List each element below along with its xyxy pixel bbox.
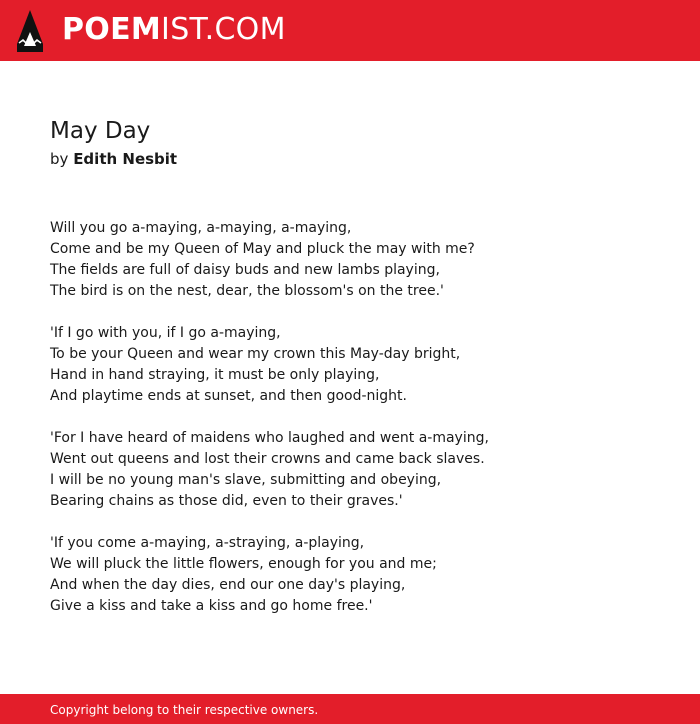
brand-light: IST.COM: [161, 12, 286, 47]
byline: [50, 148, 177, 170]
poem-line: Will you go a-maying, a-maying, a-maying,: [50, 220, 352, 236]
poem-line: 'If you come a-maying, a-straying, a-playing,: [50, 535, 365, 551]
poem-line: Give a kiss and take a kiss and go home free.': [50, 598, 373, 614]
poem-line: And playtime ends at sunset, and then good-night.: [50, 388, 407, 404]
stanza: [50, 323, 670, 407]
brand-bold: POEM: [62, 12, 162, 47]
stanza: [50, 428, 670, 512]
poem-line: The fields are full of daisy buds and new lambs playing,: [50, 262, 440, 278]
poem-line: Hand in hand straying, it must be only playing,: [50, 367, 380, 383]
poem-line: To be your Queen and wear my crown this May-day bright,: [50, 346, 461, 362]
site-header: [0, 0, 700, 61]
poem-line: Come and be my Queen of May and pluck the may with me?: [50, 241, 475, 257]
site-logo[interactable]: [62, 11, 286, 49]
by-label: by: [50, 150, 69, 168]
poem-line: We will pluck the little flowers, enough for you and me;: [50, 556, 437, 572]
poem-line: 'If I go with you, if I go a-maying,: [50, 325, 281, 341]
poem-line: Bearing chains as those did, even to their graves.': [50, 493, 403, 509]
poem-line: Went out queens and lost their crowns and came back slaves.: [50, 451, 485, 467]
poem-title: May Day: [50, 118, 151, 144]
copyright-text: Copyright belong to their respective owners.: [50, 703, 319, 717]
poem-line: And when the day dies, end our one day's playing,: [50, 577, 406, 593]
stanza: [50, 218, 670, 302]
poem-line: I will be no young man's slave, submitting and obeying,: [50, 472, 442, 488]
poem-line: The bird is on the nest, dear, the blossom's on the tree.': [50, 283, 444, 299]
pencil-logo-icon[interactable]: [17, 10, 43, 52]
stanza: [50, 533, 670, 617]
site-footer: [0, 694, 700, 724]
author-name[interactable]: Edith Nesbit: [73, 150, 178, 168]
poem-body: [50, 218, 670, 638]
poem-line: 'For I have heard of maidens who laughed and went a-maying,: [50, 430, 489, 446]
